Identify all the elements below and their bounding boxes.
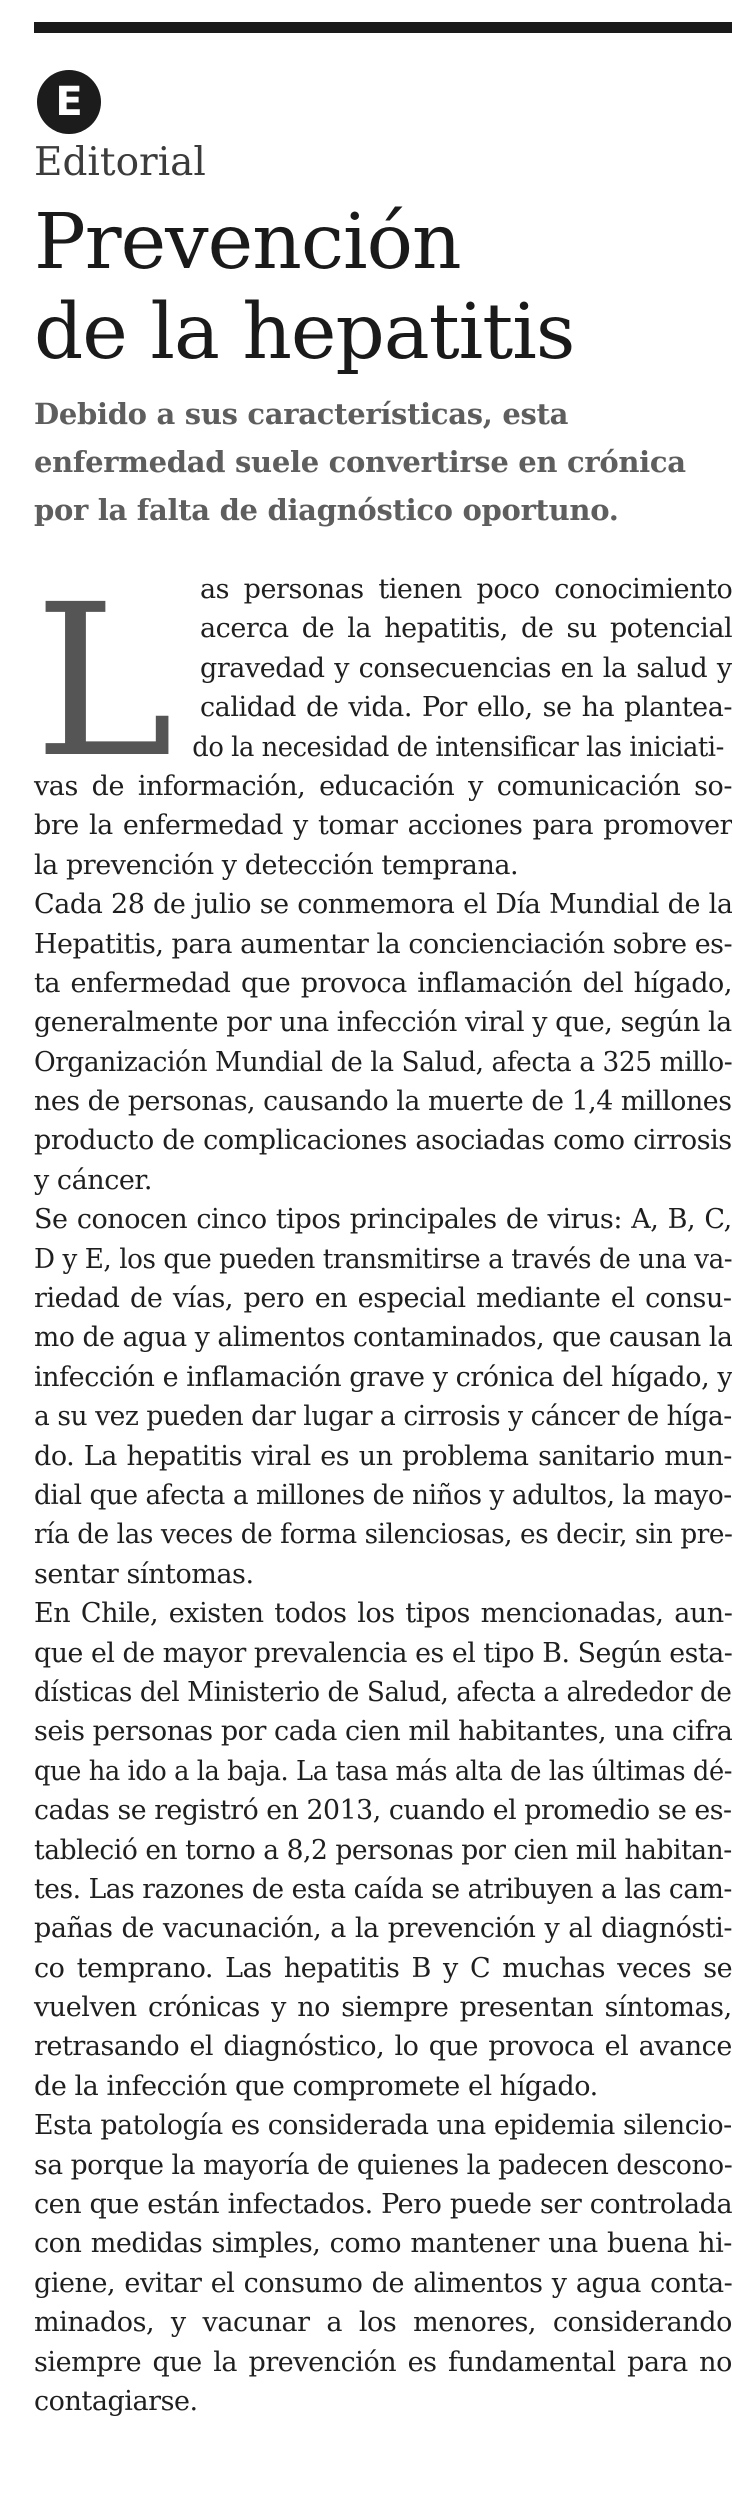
body-line: ría de las veces de forma silenciosas, es decir, sin pre- <box>34 1519 732 1551</box>
section-badge: E <box>37 70 101 134</box>
body-line: do la necesidad de intensificar las iniciati- <box>192 731 724 763</box>
body-line: Organización Mundial de la Salud, afecta a 325 millo- <box>34 1046 732 1078</box>
article-body <box>34 559 732 2421</box>
body-line: siempre que la prevención es fundamental para no <box>34 2346 732 2378</box>
body-line: tes. Las razones de esta caída se atribuyen a las cam- <box>34 1873 732 1905</box>
body-line: ta enfermedad que provoca inflamación del hígado, <box>34 967 732 999</box>
deck <box>34 390 724 534</box>
body-line: sa porque la mayoría de quienes la padecen descono- <box>34 2149 732 2181</box>
body-line: Hepatitis, para aumentar la concienciación sobre es- <box>34 928 732 960</box>
body-line: do. La hepatitis viral es un problema sanitario mun- <box>34 1440 732 1472</box>
body-line: producto de complicaciones asociadas como cirrosis <box>34 1125 732 1157</box>
body-line: Esta patología es considerada una epidemia silencio- <box>34 2110 732 2142</box>
body-line: sentar síntomas. <box>34 1558 254 1590</box>
body-line: vas de información, educación y comunicación so- <box>34 770 732 802</box>
body-line: mo de agua y alimentos contaminados, que causan la <box>34 1322 732 1354</box>
body-line: vuelven crónicas y no siempre presentan síntomas, <box>34 1992 732 2024</box>
body-line: retrasando el diagnóstico, lo que provoca el avance <box>34 2031 732 2063</box>
section-label: Editorial <box>34 140 206 185</box>
body-line: co temprano. Las hepatitis B y C muchas veces se <box>34 1952 732 1984</box>
top-rule <box>34 22 732 33</box>
body-line: de la infección que compromete el hígado. <box>34 2070 598 2102</box>
body-line: contagiarse. <box>34 2385 198 2417</box>
body-line: dial que afecta a millones de niños y adultos, la mayo- <box>34 1479 732 1511</box>
body-line: la prevención y detección temprana. <box>34 849 519 881</box>
body-line: riedad de vías, pero en especial mediante el consu- <box>34 1283 732 1315</box>
body-line: dísticas del Ministerio de Salud, afecta a alrededor de <box>34 1676 732 1708</box>
body-line: Cada 28 de julio se conmemora el Día Mundial de la <box>34 889 732 921</box>
body-line: y cáncer. <box>34 1164 153 1196</box>
body-line: bre la enfermedad y tomar acciones para promover <box>34 810 732 842</box>
body-line: que el de mayor prevalencia es el tipo B. Según esta- <box>34 1637 732 1669</box>
body-line: pañas de vacunación, a la prevención y al diagnósti- <box>34 1913 732 1945</box>
body-line: seis personas por cada cien mil habitantes, una cifra <box>34 1716 732 1748</box>
body-line: acerca de la hepatitis, de su potencial <box>200 613 732 645</box>
body-line: nes de personas, causando la muerte de 1,4 millones <box>34 1086 732 1118</box>
body-line: D y E, los que pueden transmitirse a través de una va- <box>34 1243 732 1275</box>
body-line: infección e inflamación grave y crónica del hígado, y <box>34 1361 732 1393</box>
deck-line: enfermedad suele convertirse en crónica <box>34 445 686 479</box>
body-line: cen que están infectados. Pero puede ser controlada <box>34 2189 732 2221</box>
headline-line: Prevención <box>34 198 461 287</box>
body-line: que ha ido a la baja. La tasa más alta de las últimas dé- <box>34 1755 732 1787</box>
body-line: generalmente por una infección viral y que, según la <box>34 1007 732 1039</box>
body-line: minados, y vacunar a los menores, considerando <box>34 2307 732 2339</box>
deck-line: Debido a sus características, esta <box>34 397 569 431</box>
body-line: giene, evitar el consumo de alimentos y agua conta- <box>34 2267 732 2299</box>
body-line: as personas tienen poco conocimiento <box>200 574 732 605</box>
body-line: calidad de vida. Por ello, se ha plantea- <box>200 692 732 724</box>
headline-line: de la hepatitis <box>34 288 575 377</box>
deck-line: por la falta de diagnóstico oportuno. <box>34 493 619 527</box>
body-line: En Chile, existen todos los tipos mencionadas, aun- <box>34 1598 732 1630</box>
body-line: tableció en torno a 8,2 personas por cien mil habitan- <box>34 1834 732 1866</box>
drop-cap: L <box>34 559 174 804</box>
body-line: a su vez pueden dar lugar a cirrosis y cáncer de híga- <box>34 1401 732 1433</box>
body-line: gravedad y consecuencias en la salud y <box>200 652 732 684</box>
headline <box>34 198 724 378</box>
body-line: con medidas simples, como mantener una buena hi- <box>34 2228 732 2260</box>
body-line: cadas se registró en 2013, cuando el promedio se es- <box>34 1795 732 1827</box>
body-line: Se conocen cinco tipos principales de virus: A, B, C, <box>34 1204 732 1236</box>
